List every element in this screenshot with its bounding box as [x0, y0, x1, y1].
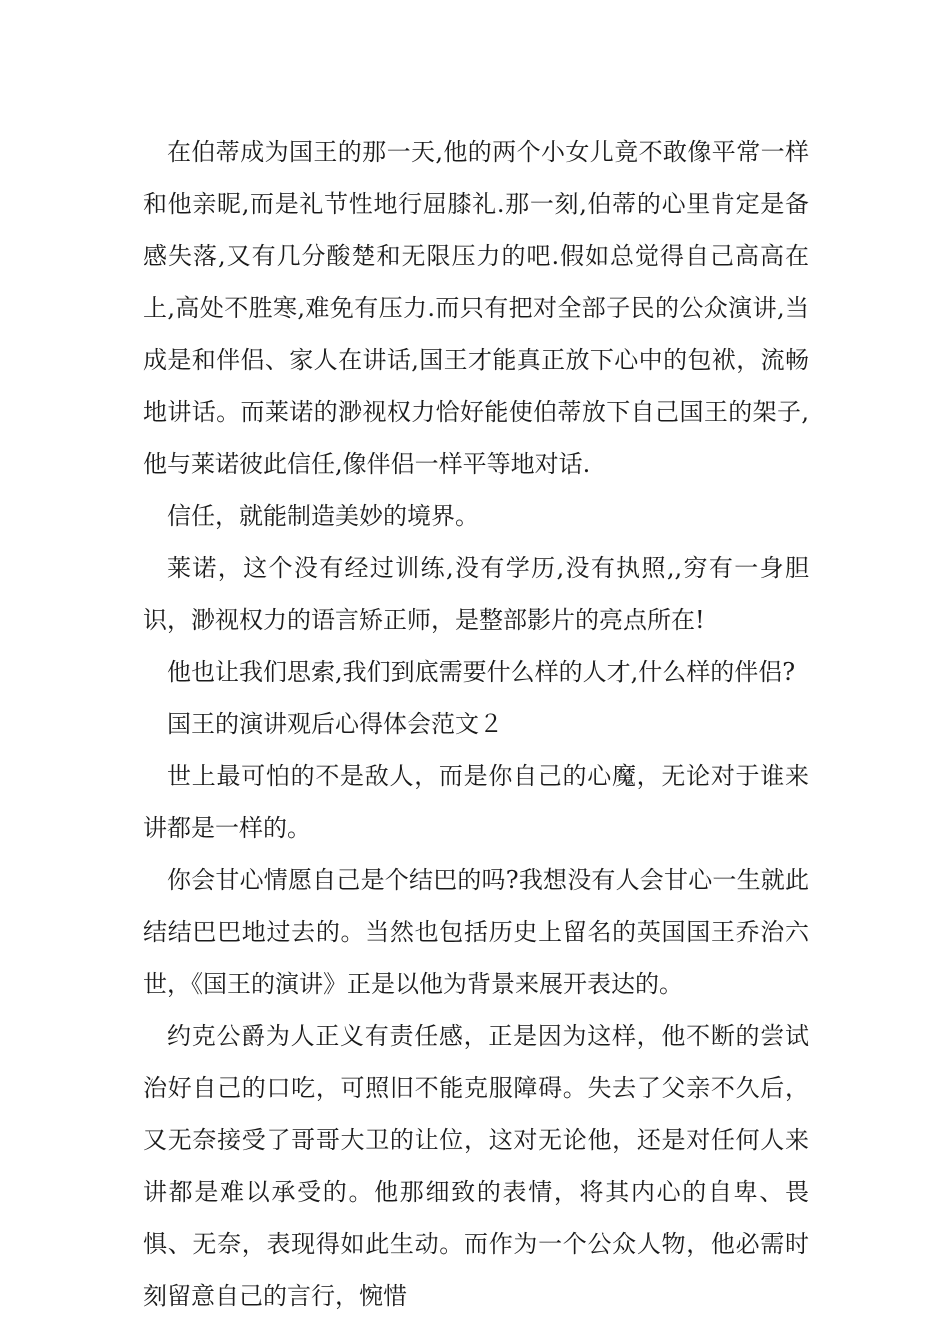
- document-body: [143, 126, 809, 1322]
- paragraph-lionel-therapist: 莱诺，这个没有经过训练,没有学历,没有执照,,穷有一身胆识，渺视权力的语言矫正师，是整部影片的亮点所在!: [143, 554, 809, 634]
- paragraph-coronation-daughters: 在伯蒂成为国王的那一天,他的两个小女儿竟不敢像平常一样和他亲昵,而是礼节性地行屈膝礼.那一刻,伯蒂的心里肯定是备感失落,又有几分酸楚和无限压力的吧.假如总觉得自己高高在上,高处不胜寒,难免有压力.而只有把对全部子民的公众演讲,当成是和伴侣、家人在讲话,国王才能真正放下心中的包袱，流畅地讲话。而莱诺的渺视权力恰好能使伯蒂放下自己国王的架子,他与莱诺彼此信任,像伴侣一样平等地对话.: [143, 138, 809, 478]
- paragraph-reflection-question: 他也让我们思索,我们到底需要什么样的人才,什么样的伴侣?: [167, 658, 796, 686]
- section-heading-essay-2: 国王的演讲观后心得体会范文２: [167, 710, 503, 738]
- paragraph-stutter-george-vi: 你会甘心情愿自己是个结巴的吗?我想没有人会甘心一生就此结结巴巴地过去的。当然也包括历史上留名的英国国王乔治六世，《国王的演讲》正是以他为背景来展开表达的。: [143, 866, 809, 998]
- paragraph-inner-demon: 世上最可怕的不是敌人，而是你自己的心魔，无论对于谁来讲都是一样的。: [143, 762, 809, 842]
- paragraph-duke-of-york: 约克公爵为人正义有责任感，正是因为这样，他不断的尝试治好自己的口吃，可照旧不能克服障碍。失去了父亲不久后，又无奈接受了哥哥大卫的让位，这对无论他，还是对任何人来讲都是难以承受的。他那细致的表情，将其内心的自卑、畏惧、无奈，表现得如此生动。而作为一个公众人物，他必需时刻留意自己的言行，惋惜: [143, 1022, 809, 1310]
- paragraph-trust: 信任，就能制造美妙的境界。: [167, 502, 479, 530]
